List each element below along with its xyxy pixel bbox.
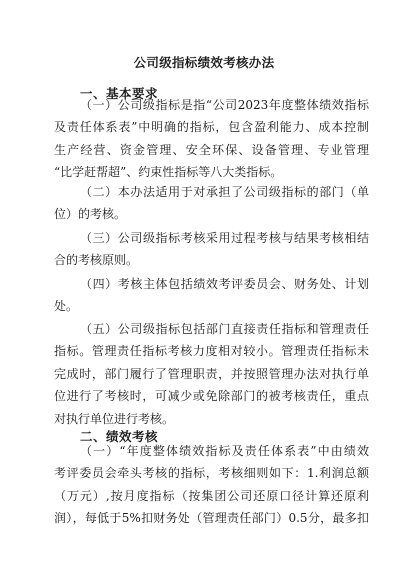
text-line: 及责任体系表”中明确的指标，包含盈利能力、成本控制 bbox=[54, 120, 369, 135]
text-line: 处。 bbox=[54, 299, 79, 314]
text-line: （五）公司级指标包括部门直接责任指标和管理责任 bbox=[80, 322, 369, 336]
text-line: 位进行了考核时，可减少或免除部门的被考核责任，重点 bbox=[54, 389, 369, 404]
paragraph-1-2 bbox=[54, 181, 369, 226]
paragraph-1-5 bbox=[54, 318, 369, 430]
section-heading-performance-assessment: 二、绩效考核 bbox=[80, 429, 159, 444]
paragraph-1-4 bbox=[54, 273, 369, 318]
text-line: （四）考核主体包括绩效考评委员会、财务处、计划 bbox=[80, 277, 369, 291]
text-line: （一）“年度整体绩效指标及责任体系表”中由绩效 bbox=[80, 444, 369, 458]
text-line: 对执行单位进行考核。 bbox=[54, 411, 175, 426]
text-line: 合的考核原则。 bbox=[54, 253, 139, 268]
text-line: 指标。管理责任指标考核力度相对较小。管理责任指标未 bbox=[54, 344, 369, 359]
text-line: 考评委员会牵头考核的指标，考核细则如下：1.利润总额 bbox=[54, 466, 369, 481]
paragraph-2-1 bbox=[54, 440, 369, 530]
text-line: 完成时，部门履行了管理职责，并按照管理办法对执行单 bbox=[54, 366, 369, 381]
text-line: （万元）,按月度指标（按集团公司还原口径计算还原利 bbox=[54, 488, 369, 503]
text-line: 位）的考核。 bbox=[54, 207, 127, 222]
text-line: “比学赶帮超”、约束性指标等八大类指标。 bbox=[54, 165, 283, 180]
text-line: 生产经营、资金管理、安全环保、设备管理、专业管理 bbox=[54, 142, 369, 157]
text-line: （三）公司级指标考核采用过程考核与结果考核相结 bbox=[80, 231, 369, 245]
paragraph-1-3 bbox=[54, 227, 369, 272]
section-heading-basic-requirements: 一、基本要求 bbox=[80, 86, 159, 101]
text-line: （一）公司级指标是指“公司2023年度整体绩效指标 bbox=[80, 98, 369, 112]
text-line: （二）本办法适用于对承担了公司级指标的部门（单 bbox=[80, 185, 369, 199]
document-title: 公司级指标绩效考核办法 bbox=[133, 55, 275, 70]
text-line: 润），每低于5%扣财务处（管理责任部门）0.5分，最多扣 bbox=[54, 511, 369, 526]
paragraph-1-1 bbox=[54, 94, 369, 184]
